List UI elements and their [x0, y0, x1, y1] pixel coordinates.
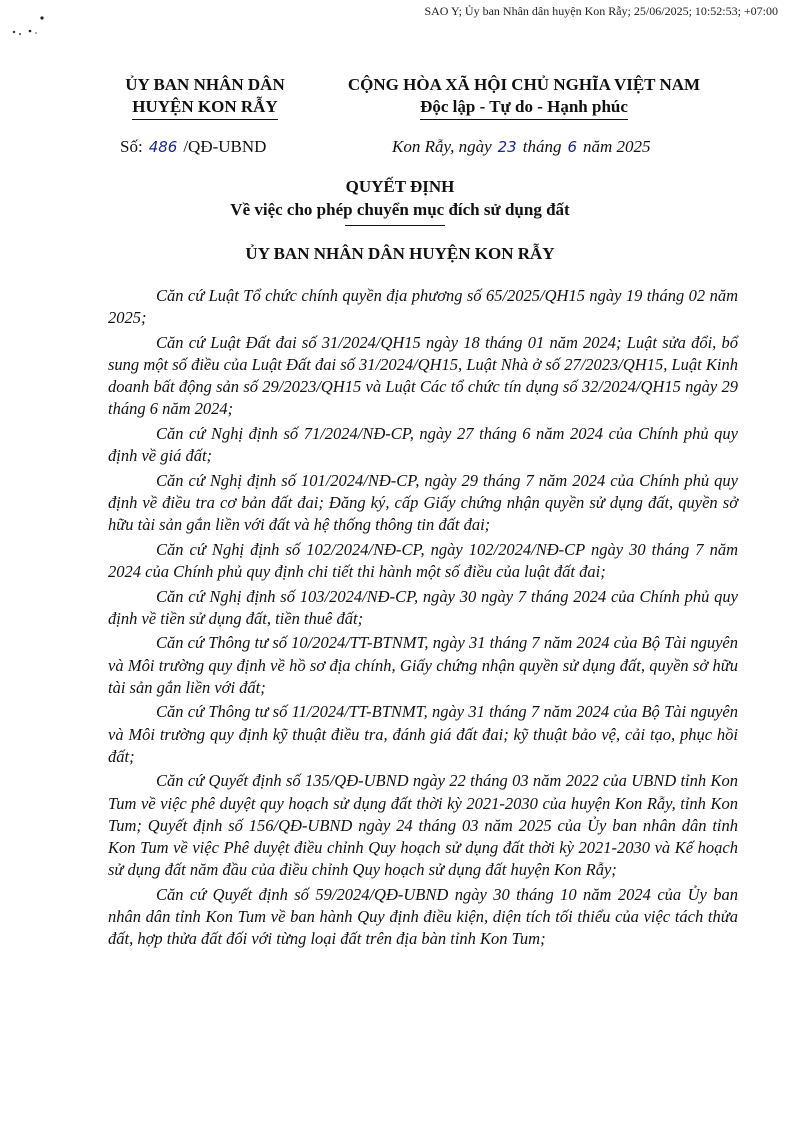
issuing-authority: ỦY BAN NHÂN DÂN HUYỆN KON RẪY: [245, 244, 555, 263]
document-date: Kon Rẫy, ngày 23 tháng 6 năm 2025: [392, 137, 651, 156]
agency-district: HUYỆN KON RẪY: [132, 96, 277, 120]
agency-name: ỦY BAN NHÂN DÂN: [125, 75, 285, 94]
document-body: [108, 285, 738, 953]
legal-basis-paragraph: Căn cứ Thông tư số 11/2024/TT-BTNMT, ngày 31 tháng 7 năm 2024 của Bộ Tài nguyên và Môi trường quy định kỹ thuật điều tra, đánh giá đất đai; kỹ thuật bảo vệ, cải tạo, phục hồi đất;: [108, 702, 738, 766]
document-number: Số: 486 /QĐ-UBND: [120, 137, 267, 156]
legal-basis-paragraph: Căn cứ Nghị định số 103/2024/NĐ-CP, ngày 30 ngày 7 tháng 2024 của Chính phủ quy định về tiền sử dụng đất, tiền thuê đất;: [108, 586, 738, 628]
legal-basis-paragraph: Căn cứ Nghị định số 71/2024/NĐ-CP, ngày 27 tháng 6 năm 2024 của Chính phủ quy định về giá đất;: [108, 424, 738, 466]
handwritten-day: 23: [497, 138, 517, 156]
handwritten-month: 6: [567, 138, 578, 156]
legal-basis-paragraph: Căn cứ Nghị định số 102/2024/NĐ-CP, ngày 102/2024/NĐ-CP ngày 30 tháng 7 năm 2024 của Chính phủ quy định chi tiết thi hành một số điều của luật đất đai;: [108, 539, 738, 581]
digital-copy-stamp: SAO Y; Ủy ban Nhân dân huyện Kon Rẫy; 25/06/2025; 10:52:53; +07:00: [424, 4, 778, 18]
legal-basis-paragraph: Căn cứ Luật Tổ chức chính quyền địa phương số 65/2025/QH15 ngày 19 tháng 02 năm 2025;: [108, 286, 738, 328]
scan-specks: [6, 10, 76, 50]
legal-basis-paragraph: Căn cứ Luật Đất đai số 31/2024/QH15 ngày 18 tháng 01 năm 2024; Luật sửa đổi, bổ sung một số điều của Luật Đất đai số 31/2024/QH15, Luật Nhà ở số 27/2023/QH15, Luật Kinh doanh bất động sản số 29/2023/QH15 và Luật Các tổ chức tín dụng số 32/2024/QH15 ngày 29 tháng 6 năm 2024;: [108, 332, 738, 419]
legal-basis-paragraph: Căn cứ Nghị định số 101/2024/NĐ-CP, ngày 29 tháng 7 năm 2024 của Chính phủ quy định về điều tra cơ bản đất đai; Đăng ký, cấp Giấy chứng nhận quyền sử dụng đất, quyền sở hữu tài sản gắn liền với đất và hệ thống thông tin đất đai;: [108, 470, 738, 535]
nation-motto: Độc lập - Tự do - Hạnh phúc: [420, 96, 628, 120]
legal-basis-paragraph: Căn cứ Quyết định số 59/2024/QĐ-UBND ngày 30 tháng 10 năm 2024 của Ủy ban nhân dân tỉnh Kon Tum về ban hành Quy định điều kiện, diện tích tối thiểu của việc tách thửa đất, hợp thửa đất đối với từng loại đất trên địa bàn tỉnh Kon Tum;: [108, 884, 738, 949]
handwritten-number: 486: [148, 138, 178, 156]
nation-block: [304, 74, 744, 120]
document-title: QUYẾT ĐỊNH: [345, 177, 455, 196]
nation-name: CỘNG HÒA XÃ HỘI CHỦ NGHĨA VIỆT NAM: [347, 75, 701, 94]
legal-basis-paragraph: Căn cứ Thông tư số 10/2024/TT-BTNMT, ngày 31 tháng 7 năm 2024 của Bộ Tài nguyên và Môi trường quy định về hồ sơ địa chính, Giấy chứng nhận quyền sử dụng đất, quyền sở hữu tài sản gắn liền với đất;: [108, 633, 738, 697]
agency-block: [100, 74, 310, 120]
subtitle-divider: [345, 225, 445, 226]
document-subtitle: Về việc cho phép chuyển mục đích sử dụng đất: [230, 200, 570, 219]
legal-basis-paragraph: Căn cứ Quyết định số 135/QĐ-UBND ngày 22 tháng 03 năm 2022 của UBND tỉnh Kon Tum về việc phê duyệt quy hoạch sử dụng đất thời kỳ 2021-2030 của huyện Kon Rẫy, tỉnh Kon Tum; Quyết định số 156/QĐ-UBND ngày 24 tháng 03 năm 2025 của Ủy ban nhân dân tỉnh Kon Tum về việc Phê duyệt điều chỉnh Quy hoạch sử dụng đất thời kỳ 2021-2030 và Kế hoạch sử dụng đất năm đầu của điều chỉnh Quy hoạch sử dụng đất huyện Kon Rẫy;: [108, 771, 738, 880]
